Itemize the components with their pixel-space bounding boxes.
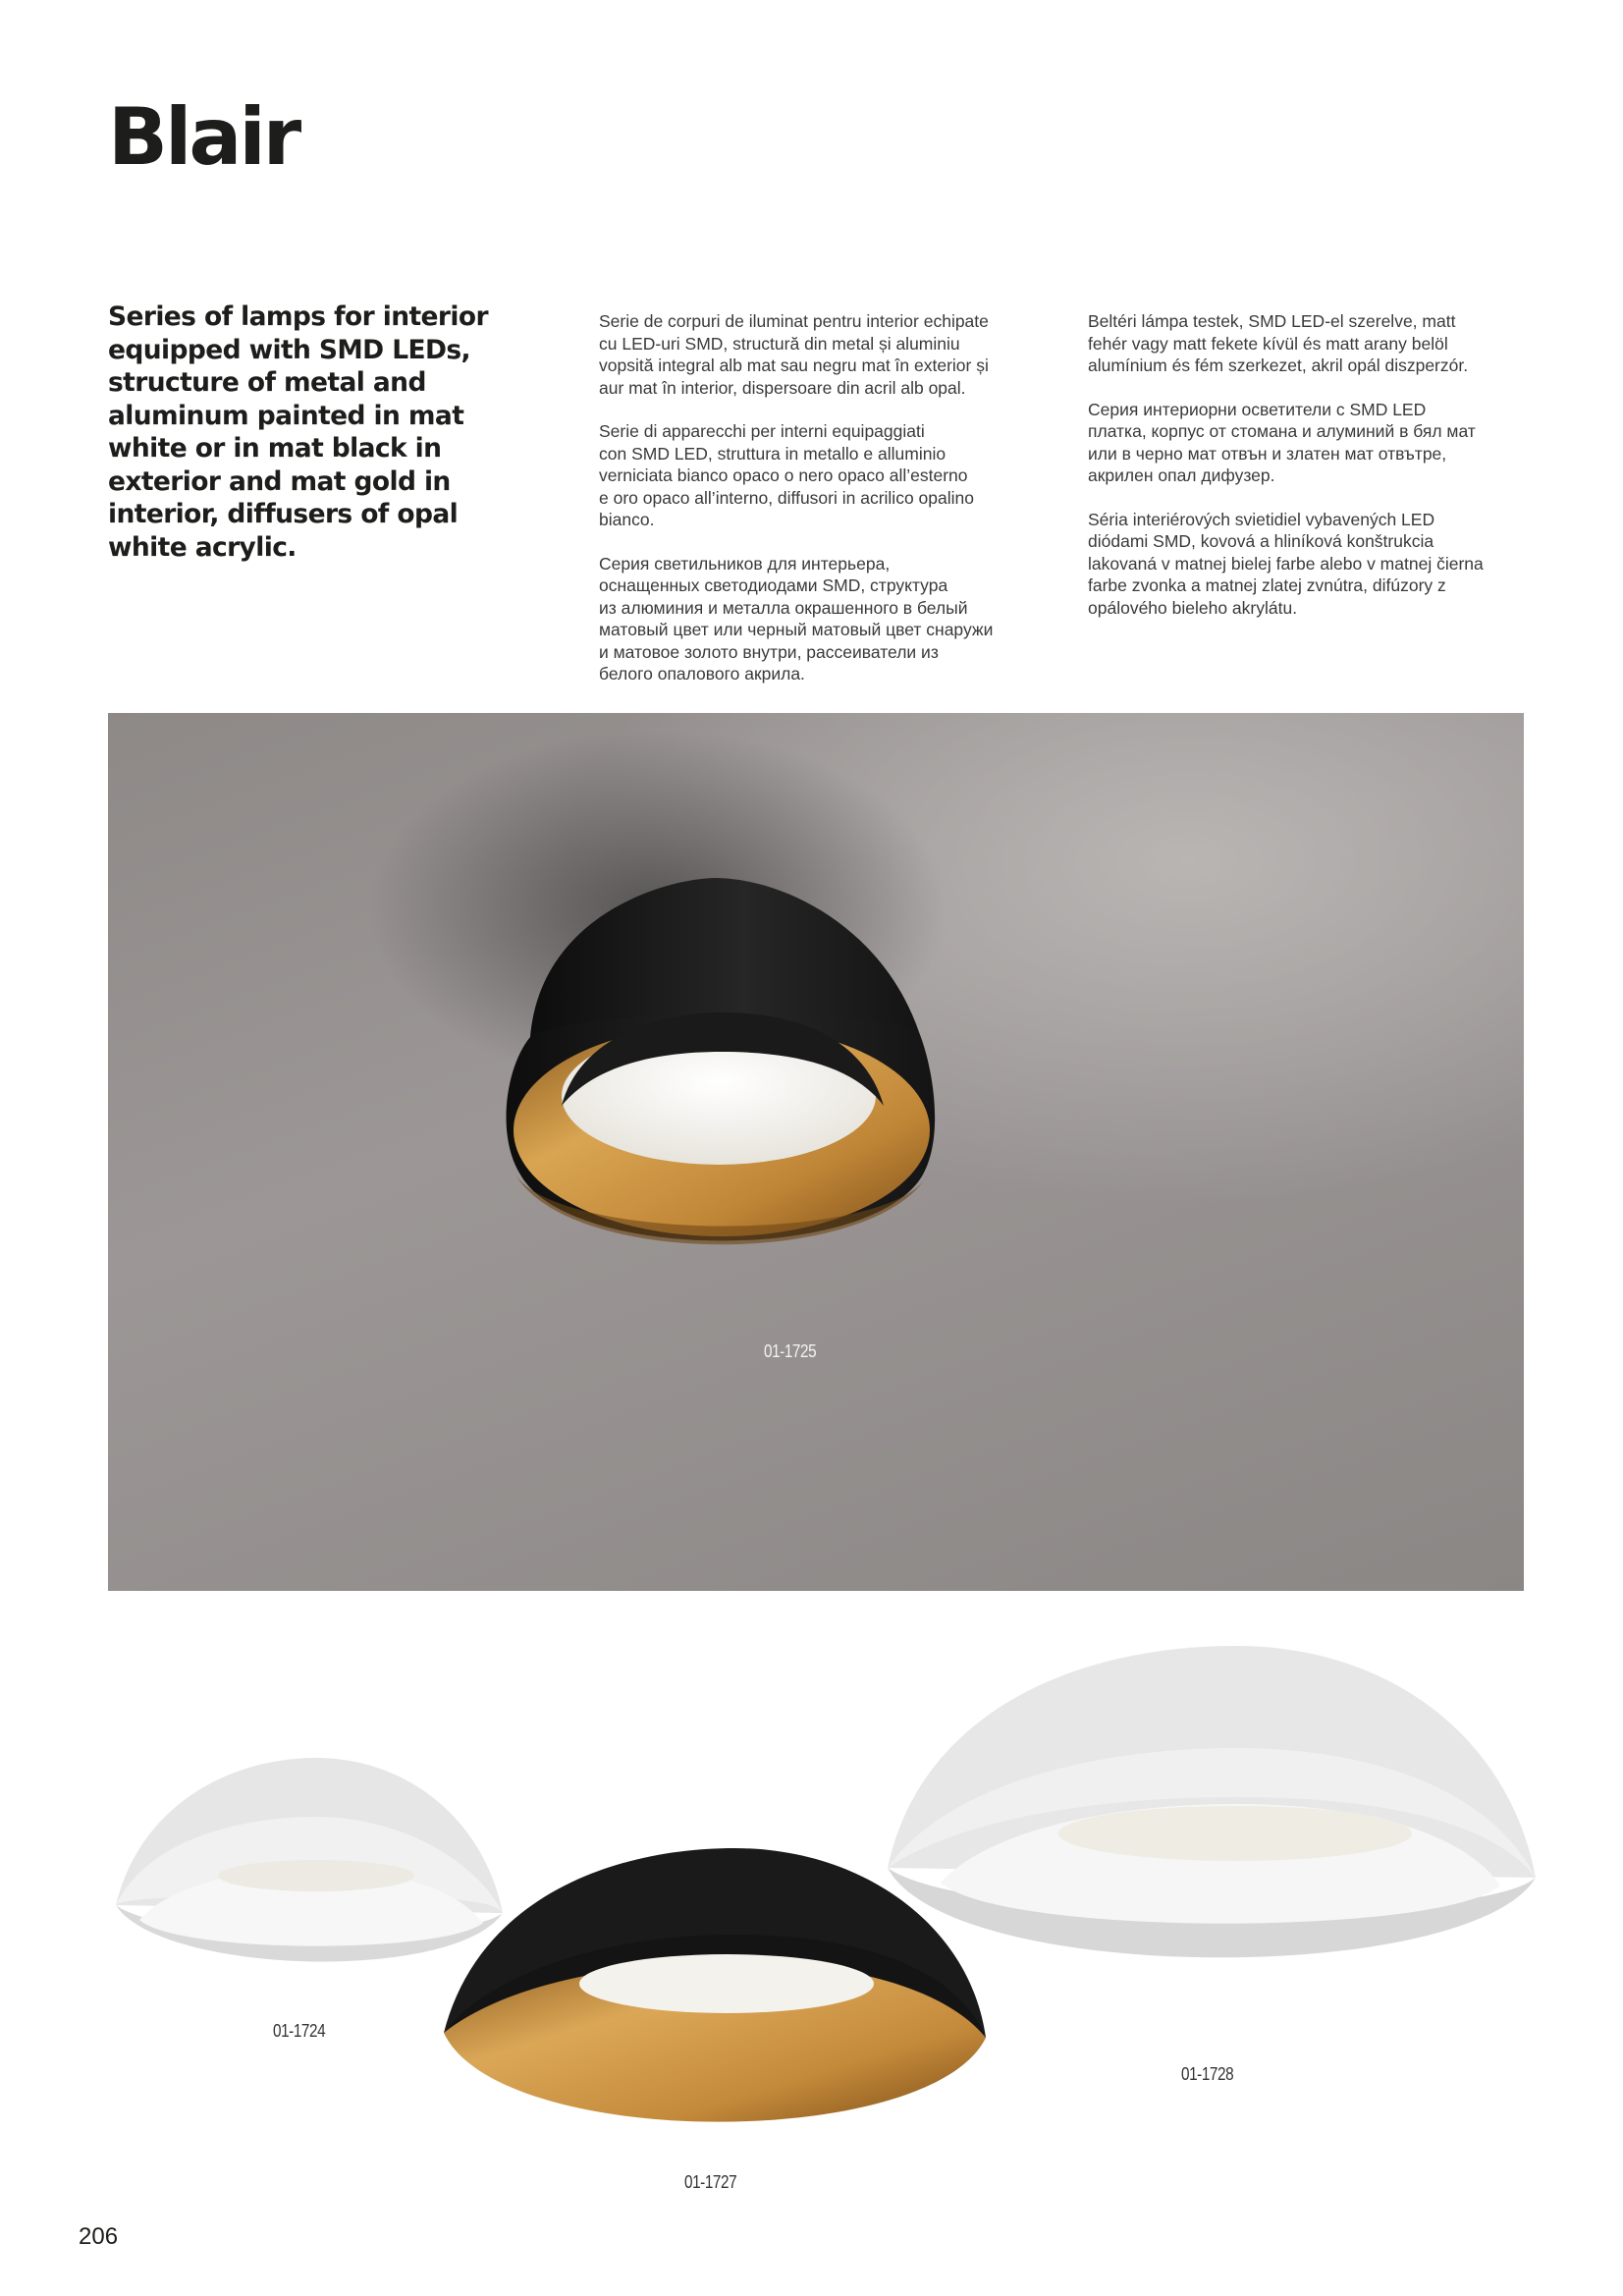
- description-column-middle: [599, 310, 1041, 707]
- description-hungarian: Beltéri lámpa testek, SMD LED-el szerelve, matt fehér vagy matt fekete kívül és matt arany belöl alumínium és fém szerkezet, akril opál diszperzór.: [1088, 311, 1469, 375]
- description-romanian: Serie de corpuri de iluminat pentru interior echipate cu LED-uri SMD, structură din metal și aluminiu vopsită integral alb mat sau negru mat în exterior și aur mat în interior, dispersoare din acril alb opal.: [599, 311, 989, 398]
- description-russian: Серия светильников для интерьера, оснащенных светодиодами SMD, структура из алюминия и металла окрашенного в белый матовый цвет или черный матовый цвет снаружи и матовое золото внутри, рассеиватели из белого опалового акрила.: [599, 553, 994, 683]
- description-bulgarian: Серия интериорни осветители с SMD LED платка, корпус от стомана и алуминий в бял мат или в черно мат отвън и златен мат отвътре, акрилен опал дифузер.: [1088, 399, 1476, 485]
- ceiling-lamp-black-gold-illustration: [108, 713, 1524, 1591]
- hero-photo: [108, 713, 1524, 1591]
- description-column-right: [1088, 310, 1530, 640]
- product-code-hero: 01-1725: [764, 1341, 817, 1361]
- product-code-black-gold: 01-1727: [684, 2172, 737, 2192]
- page-number: 206: [79, 2223, 119, 2250]
- description-slovak: Séria interiérových svietidiel vybavených LED diódami SMD, kovová a hliníková konštrukcia lakovaná v matnej bielej farbe alebo v matnej čierna farbe zvonka a matnej zlatej zvnútra, difúzory z opálového bieleho akrylátu.: [1088, 509, 1484, 618]
- description-italian: Serie di apparecchi per interni equipaggiati con SMD LED, struttura in metallo e alluminio verniciata bianco opaco o nero opaco all’esterno e oro opaco all’interno, diffusori in acrilico opalino bianco.: [599, 421, 974, 529]
- lamp-large-white-illustration: [882, 1632, 1542, 1976]
- page-title: Blair: [108, 91, 299, 183]
- intro-english: Series of lamps for interior equipped with SMD LEDs, structure of metal and aluminum painted in mat white or in mat black in exterior and mat gold in interior, diffusers of opal white acrylic.: [108, 301, 488, 563]
- product-code-small-white: 01-1724: [273, 2021, 326, 2041]
- product-code-large-white: 01-1728: [1181, 2064, 1234, 2084]
